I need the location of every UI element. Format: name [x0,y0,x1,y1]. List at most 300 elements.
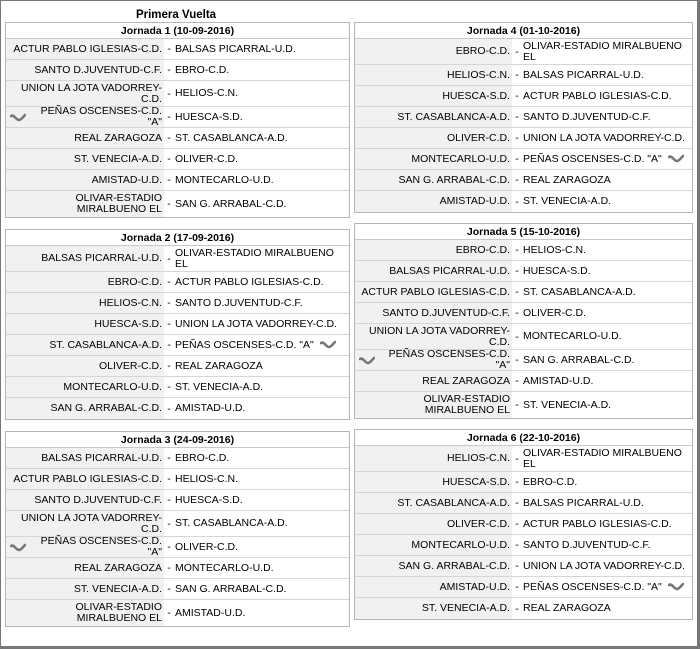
home-team-label: EBRO-C.D. [107,275,162,288]
away-team [174,298,349,309]
home-team-label: ACTUR PABLO IGLESIAS-C.D. [13,42,162,55]
vs-separator: - [515,476,519,488]
home-team-label: ST. VENECIA-A.D. [73,152,162,165]
home-team [355,149,512,169]
home-team-label: SAN G. ARRABAL-C.D. [398,559,510,572]
away-team-label: PEÑAS OSCENSES-C.D. "A" [523,152,662,165]
vs-separator: - [515,375,519,387]
away-team-label: ST. CASABLANCA-A.D. [175,517,288,529]
vs-separator: - [167,252,171,265]
away-team [174,199,349,210]
home-team [6,398,164,419]
home-team [6,537,164,557]
home-team-label: SAN G. ARRABAL-C.D. [398,173,510,186]
away-team [522,245,692,256]
match-row [355,240,692,261]
home-team-label: HELIOS-C.N. [446,68,510,81]
away-team-label: ACTUR PABLO IGLESIAS-C.D. [175,275,324,288]
away-team-label: REAL ZARAGOZA [523,173,611,186]
vs-separator: - [515,452,519,465]
match-row [355,128,692,149]
match-row [6,398,349,419]
away-team-label: UNION LA JOTA VADORREY-C.D. [523,131,686,144]
away-team-label: BALSAS PICARRAL-U.D. [523,68,644,81]
away-team [522,175,692,186]
away-team-label: PEÑAS OSCENSES-C.D. "A" [175,338,314,351]
jornada-4 [354,22,693,213]
away-team-label: MONTECARLO-U.D. [523,330,622,342]
home-team-label: SANTO D.JUVENTUD-C.F. [34,63,162,76]
match-row [355,392,692,418]
match-row [355,324,692,350]
home-team [355,392,512,418]
away-team [174,563,349,574]
away-team [174,474,349,485]
home-team [355,350,512,370]
away-team-label: ACTUR PABLO IGLESIAS-C.D. [523,89,672,102]
jornada-header: Jornada 5 (15-10-2016) [355,224,692,240]
match-row [355,149,692,170]
vs-separator: - [167,562,171,574]
vs-separator: - [515,174,519,186]
home-team-label: SANTO D.JUVENTUD-C.F. [34,493,162,506]
jornada-header: Jornada 4 (01-10-2016) [355,23,692,39]
home-team-label: OLIVAR-ESTADIO MIRALBUENO EL [423,393,510,416]
away-team [174,403,349,414]
vs-separator: - [515,354,519,366]
home-team-label: OLIVER-C.D. [98,359,162,372]
home-team-label: OLIVER-C.D. [446,517,510,530]
vs-separator: - [167,132,171,144]
vs-separator: - [515,539,519,551]
home-team-label: PEÑAS OSCENSES-C.D. "A" [388,348,510,371]
vs-separator: - [515,69,519,81]
home-team [6,107,164,127]
home-team-label: HUESCA-S.D. [94,317,162,330]
vs-separator: - [515,244,519,256]
away-team-label: ST. CASABLANCA-A.D. [523,285,636,298]
away-team-label: BALSAS PICARRAL-U.D. [523,496,644,509]
home-team-label: ST. CASABLANCA-A.D. [397,496,510,509]
home-team-label: MONTECARLO-U.D. [411,152,510,165]
away-team-label: HUESCA-S.D. [175,110,243,123]
jornada-header: Jornada 6 (22-10-2016) [355,430,692,446]
home-team [6,39,164,59]
home-team-label: OLIVAR-ESTADIO MIRALBUENO EL [75,192,162,215]
away-team [522,133,692,144]
away-team-label: ST. VENECIA-A.D. [523,195,612,207]
home-team [6,170,164,190]
home-team-label: ST. CASABLANCA-A.D. [49,338,162,351]
away-team [174,340,349,351]
away-team [522,196,692,207]
match-row [6,511,349,537]
vs-separator: - [167,583,171,595]
vs-separator: - [515,286,519,298]
away-team [522,540,692,551]
home-team-label: ST. VENECIA-A.D. [421,602,510,614]
home-team-label: ACTUR PABLO IGLESIAS-C.D. [13,472,162,485]
home-team [6,81,164,106]
match-row [6,314,349,335]
home-team [355,556,512,576]
jornada-2 [5,229,350,420]
jornada-3 [5,431,350,627]
home-team-label: UNION LA JOTA VADORREY-C.D. [20,511,162,535]
match-row [355,107,692,128]
away-team [522,112,692,123]
away-team [174,277,349,288]
home-team [355,371,512,391]
match-row [6,335,349,356]
home-team-label: MONTECARLO-U.D. [411,538,510,551]
home-team-label: UNION LA JOTA VADORREY-C.D. [20,81,162,105]
away-team-label: OLIVER-C.D. [523,306,587,319]
vs-separator: - [167,473,171,485]
match-row [355,170,692,191]
match-row [6,246,349,272]
home-team [355,303,512,323]
away-team-label: HUESCA-S.D. [175,493,243,506]
vs-separator: - [515,497,519,509]
home-team [355,577,512,597]
vs-separator: - [515,45,519,58]
home-team [6,377,164,397]
away-team [174,175,349,186]
vs-separator: - [167,64,171,76]
away-team [522,519,692,530]
home-team [355,107,512,127]
away-team-label: MONTECARLO-U.D. [175,561,274,574]
home-team-label: MONTECARLO-U.D. [63,380,162,393]
vs-separator: - [515,399,519,411]
home-team-label: HUESCA-S.D. [442,89,510,102]
away-team-label: AMISTAD-U.D. [523,374,594,387]
away-team-label: REAL ZARAGOZA [175,359,263,372]
jornada-6 [354,429,693,620]
vs-separator: - [515,602,519,615]
away-team-label: REAL ZARAGOZA [523,602,611,614]
home-team [6,335,164,355]
away-team-label: EBRO-C.D. [175,63,230,76]
match-row [355,350,692,371]
home-team-label: REAL ZARAGOZA [422,374,510,387]
home-team-label: PEÑAS OSCENSES-C.D. "A" [40,535,162,558]
away-team-label: SANTO D.JUVENTUD-C.F. [523,110,651,123]
away-team [174,382,349,393]
home-team-label: BALSAS PICARRAL-U.D. [389,264,510,277]
home-team-label: SANTO D.JUVENTUD-C.F. [382,306,510,319]
away-team [174,112,349,123]
match-row [355,556,692,577]
away-team-label: HELIOS-C.N. [523,243,587,256]
match-row [355,282,692,303]
match-row [355,39,692,65]
jornada-1 [5,22,350,218]
match-row [355,493,692,514]
match-row [6,377,349,398]
home-team [6,356,164,376]
home-team-label: BALSAS PICARRAL-U.D. [41,252,162,264]
vs-separator: - [167,153,171,165]
away-team-label: EBRO-C.D. [175,451,230,464]
vs-separator: - [515,111,519,123]
match-row [6,170,349,191]
match-row [6,272,349,293]
away-team-label: SAN G. ARRABAL-C.D. [175,197,287,210]
home-team-label: ST. VENECIA-A.D. [73,582,162,595]
home-team-label: HUESCA-S.D. [442,475,510,488]
away-team [522,266,692,277]
brush-stroke-icon [668,582,684,591]
away-team-label: OLIVER-C.D. [175,152,239,165]
home-team-label: AMISTAD-U.D. [439,195,510,207]
vs-separator: - [515,581,519,593]
home-team-label: HELIOS-C.N. [98,296,162,309]
brush-stroke-icon [10,113,26,122]
match-row [355,446,692,472]
away-team [174,361,349,372]
home-team-label: ST. CASABLANCA-A.D. [397,110,510,123]
vs-separator: - [515,132,519,144]
home-team [6,511,164,536]
brush-stroke-icon [359,356,375,365]
away-team [522,355,692,366]
away-team [522,498,692,509]
vs-separator: - [167,174,171,186]
away-team-label: AMISTAD-U.D. [175,402,246,414]
match-row [355,191,692,212]
home-team-label: UNION LA JOTA VADORREY-C.D. [368,324,510,348]
away-team [522,331,692,342]
jornada-header: Jornada 1 (10-09-2016) [6,23,349,39]
home-team [6,579,164,599]
vs-separator: - [515,307,519,319]
match-row [6,579,349,600]
match-row [355,514,692,535]
vs-separator: - [167,517,171,530]
vs-separator: - [167,541,171,553]
home-team [6,490,164,510]
vs-separator: - [167,360,171,372]
match-row [355,371,692,392]
away-team [522,308,692,319]
match-row [355,577,692,598]
vs-separator: - [515,153,519,165]
vs-separator: - [167,494,171,506]
home-team [355,324,512,349]
jornada-header: Jornada 3 (24-09-2016) [6,432,349,448]
match-row [6,600,349,626]
vs-separator: - [167,87,171,100]
away-team [522,448,692,470]
vs-separator: - [515,195,519,208]
home-team [355,240,512,260]
away-team [174,518,349,529]
away-team-label: ST. CASABLANCA-A.D. [175,131,288,144]
vs-separator: - [167,297,171,309]
away-team [174,44,349,55]
away-team-label: UNION LA JOTA VADORREY-C.D. [523,559,686,572]
away-team [522,561,692,572]
home-team [355,598,512,619]
vs-separator: - [167,402,171,415]
home-team [355,514,512,534]
away-team-label: SAN G. ARRABAL-C.D. [523,353,635,366]
home-team [355,282,512,302]
away-team-label: HUESCA-S.D. [523,264,591,277]
away-team [174,133,349,144]
vs-separator: - [515,265,519,277]
home-team [6,469,164,489]
vs-separator: - [515,330,519,343]
away-team [174,608,349,619]
away-team [174,88,349,99]
vs-separator: - [515,518,519,530]
jornada-5 [354,223,693,419]
home-team [6,293,164,313]
away-team-label: AMISTAD-U.D. [175,606,246,619]
away-team-label: SANTO D.JUVENTUD-C.F. [175,296,303,309]
away-team [174,248,349,270]
away-team-label: ST. VENECIA-A.D. [175,380,264,393]
match-row [6,537,349,558]
match-row [6,490,349,511]
match-row [355,65,692,86]
page-title: Primera Vuelta [135,9,217,21]
away-team [522,603,692,614]
match-row [6,39,349,60]
home-team-label: EBRO-C.D. [455,243,510,256]
vs-separator: - [515,560,519,572]
away-team [174,65,349,76]
vs-separator: - [167,43,171,55]
away-team [174,453,349,464]
home-team [6,60,164,80]
home-team [355,261,512,281]
away-team [522,376,692,387]
match-row [355,472,692,493]
brush-stroke-icon [668,154,684,163]
away-team [522,70,692,81]
away-team-label: BALSAS PICARRAL-U.D. [175,42,296,55]
home-team [355,493,512,513]
away-team-label: HELIOS-C.N. [175,472,239,485]
home-team-label: REAL ZARAGOZA [74,561,162,574]
vs-separator: - [167,607,171,619]
away-team [522,41,692,63]
away-team [522,91,692,102]
home-team-label: OLIVER-C.D. [446,131,510,144]
home-team-label: HELIOS-C.N. [446,452,510,464]
match-row [6,191,349,217]
home-team-label: ACTUR PABLO IGLESIAS-C.D. [361,285,510,298]
away-team-label: ACTUR PABLO IGLESIAS-C.D. [523,517,672,530]
away-team [522,400,692,411]
vs-separator: - [167,339,171,351]
match-row [355,86,692,107]
away-team [522,287,692,298]
home-team-label: BALSAS PICARRAL-U.D. [41,451,162,464]
home-team [6,272,164,292]
away-team [522,477,692,488]
match-row [6,60,349,81]
match-row [355,535,692,556]
away-team [174,154,349,165]
away-team-label: EBRO-C.D. [523,475,578,488]
home-team [6,558,164,578]
match-row [6,448,349,469]
home-team-label: OLIVAR-ESTADIO MIRALBUENO EL [75,601,162,624]
home-team [6,128,164,148]
home-team [6,314,164,334]
match-row [355,261,692,282]
home-team [355,191,512,212]
home-team-label: AMISTAD-U.D. [91,173,162,186]
away-team [174,584,349,595]
home-team-label: REAL ZARAGOZA [74,131,162,144]
home-team [6,246,164,271]
away-team [522,154,692,165]
home-team [6,600,164,626]
away-team-label: MONTECARLO-U.D. [175,173,274,186]
match-row [6,469,349,490]
home-team [355,128,512,148]
away-team-label: OLIVAR-ESTADIO MIRALBUENO EL [175,246,334,270]
vs-separator: - [167,198,171,210]
home-team [355,535,512,555]
match-row [6,149,349,170]
away-team-label: SAN G. ARRABAL-C.D. [175,582,287,595]
vs-separator: - [515,90,519,102]
vs-separator: - [167,276,171,288]
match-row [6,558,349,579]
match-row [355,303,692,324]
match-row [6,81,349,107]
away-team-label: ST. VENECIA-A.D. [523,398,612,411]
vs-separator: - [167,111,171,123]
away-team [174,319,349,330]
match-row [6,356,349,377]
home-team [355,446,512,471]
home-team [6,448,164,468]
vs-separator: - [167,452,171,464]
away-team [522,582,692,593]
away-team-label: HELIOS-C.N. [175,87,239,99]
vs-separator: - [167,381,171,393]
home-team [6,191,164,217]
match-row [355,598,692,619]
home-team [6,149,164,169]
home-team [355,39,512,64]
home-team [355,472,512,492]
home-team-label: EBRO-C.D. [455,45,510,57]
away-team-label: PEÑAS OSCENSES-C.D. "A" [523,580,662,593]
home-team-label: PEÑAS OSCENSES-C.D. "A" [40,105,162,128]
away-team-label: UNION LA JOTA VADORREY-C.D. [175,317,338,330]
away-team-label: OLIVAR-ESTADIO MIRALBUENO EL [523,446,682,470]
match-row [6,293,349,314]
vs-separator: - [167,318,171,330]
home-team [355,86,512,106]
jornada-header: Jornada 2 (17-09-2016) [6,230,349,246]
away-team-label: OLIVER-C.D. [175,540,239,553]
home-team [355,170,512,190]
away-team-label: OLIVAR-ESTADIO MIRALBUENO EL [523,39,682,63]
match-row [6,128,349,149]
away-team [174,495,349,506]
away-team [174,542,349,553]
